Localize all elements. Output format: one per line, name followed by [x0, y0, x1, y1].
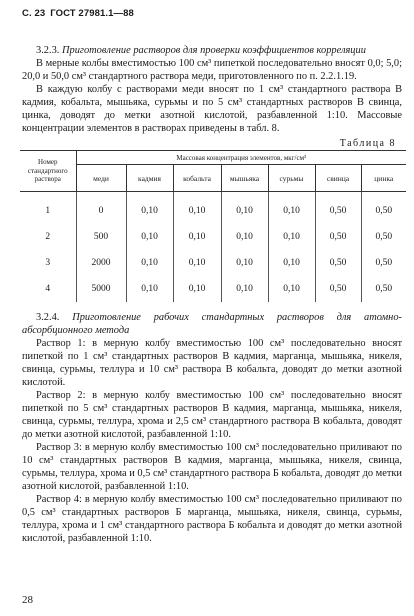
- column-header-element: свинца: [315, 165, 361, 192]
- table-cell: 4: [45, 284, 51, 294]
- column-header-standard-number: Номер стандартного раствора: [20, 151, 76, 192]
- table-cell: 0,50: [361, 276, 406, 302]
- table-cell: 0,10: [268, 224, 315, 250]
- page-number: 28: [22, 594, 33, 606]
- table-cell: 0,10: [126, 192, 173, 225]
- concentration-table: [20, 150, 406, 302]
- header-page-label: С. 23: [22, 8, 46, 19]
- section-title: Приготовление рабочих стандартных растворов для атомно-абсорбционного метода: [22, 312, 402, 336]
- table-cell: 0,10: [126, 224, 173, 250]
- column-header-element: сурьмы: [268, 165, 315, 192]
- column-header-element: меди: [76, 165, 126, 192]
- table-cell: 0,10: [173, 224, 221, 250]
- column-header-element: кадмия: [126, 165, 173, 192]
- column-header-element: мышьяка: [221, 165, 268, 192]
- table-cell: 1: [45, 206, 51, 216]
- table-cell: 5000: [76, 276, 126, 302]
- table-caption: Таблица 8: [339, 138, 396, 149]
- table-row: [20, 250, 406, 276]
- table-cell: 0,50: [315, 224, 361, 250]
- column-group-header-concentration: Массовая концентрация элементов, мкг/см³: [76, 151, 406, 165]
- section-3-2-3-heading: [22, 44, 402, 57]
- table-row: [20, 192, 406, 225]
- paragraph-solution-4: Раствор 4: в мерную колбу вместимостью 100 см³ последовательно приливают по 0,5 см³ стандартных растворов Б марганца, мышьяка, никеля, свинца, сурьмы, теллура, хрома и 1 см³ стандартного раствора Б кобальта и доводят до метки азотной кислотой, разбавленной 1:10.: [22, 494, 402, 544]
- table-cell: 0: [76, 192, 126, 225]
- paragraph-add-elements: В каждую колбу с растворами меди вносят по 1 см³ стандартного раствора В кадмия, кобальта, мышьяка, сурьмы и по 5 см³ стандартных растворов В свинца, цинка, доводят до метки азотной кислотой, разбавленной 1:10. Массовые концентрации элементов в растворах приведены в табл. 8.: [22, 84, 402, 134]
- section-title: Приготовление растворов для проверки коэффициентов корреляции: [62, 45, 366, 56]
- paragraph-solution-2: Раствор 2: в мерную колбу вместимостью 100 см³ последовательно вносят пипеткой по 5 см³ стандартных растворов В кадмия, марганца, мышьяка, никеля, свинца, сурьмы, теллура, хрома и 2,5 см³ стандартного раствора В кобальта, доводят до метки азотной кислотой, разбавленной 1:10.: [22, 390, 402, 440]
- table-cell: 0,50: [315, 192, 361, 225]
- section-number: 3.2.3.: [36, 45, 60, 56]
- table-cell: 0,10: [221, 192, 268, 225]
- table-cell: 0,50: [315, 250, 361, 276]
- table-cell: 0,50: [361, 192, 406, 225]
- paragraph-solution-3: Раствор 3: в мерную колбу вместимостью 100 см³ последовательно приливают по 10 см³ стандартных растворов В кадмия, марганца, мышьяка, никеля, свинца, сурьмы, теллура, хрома и 0,5 см³ стандартного раствора Б кобальта, доводят до метки азотной кислотой, разбавленной 1:10.: [22, 442, 402, 492]
- table-row: [20, 224, 406, 250]
- document-page: [22, 8, 402, 545]
- table-cell: 0,10: [268, 192, 315, 225]
- table-row: [20, 276, 406, 302]
- paragraph-pipette-copper: В мерные колбы вместимостью 100 см³ пипеткой последовательно вносят 0,0; 5,0; 20,0 и 50,0 см³ стандартного раствора меди, приготовленного по п. 2.2.1.19.: [22, 58, 402, 82]
- section-number: 3.2.4.: [36, 312, 60, 323]
- table-cell: 0,10: [268, 276, 315, 302]
- table-cell: 0,10: [221, 276, 268, 302]
- table-cell: 2000: [76, 250, 126, 276]
- page-header: [22, 8, 402, 19]
- paragraph-solution-1: Раствор 1: в мерную колбу вместимостью 100 см³ последовательно вносят пипеткой по 1 см³ стандартных растворов В кадмия, марганца, мышьяка, никеля, свинца, сурьмы, теллура и 10 см³ раствора В кобальта, доводят до метки азотной кислотой.: [22, 338, 402, 388]
- column-header-element: цинка: [361, 165, 406, 192]
- table-cell: 0,50: [361, 250, 406, 276]
- table-cell: 0,10: [221, 250, 268, 276]
- table-cell: 0,10: [173, 250, 221, 276]
- table-cell: 0,10: [126, 250, 173, 276]
- section-3-2-4-heading: [22, 311, 402, 337]
- table-cell: 3: [45, 258, 51, 268]
- column-header-element: кобальта: [173, 165, 221, 192]
- table-cell: 0,10: [268, 250, 315, 276]
- header-standard: ГОСТ 27981.1—88: [50, 8, 134, 19]
- table-cell: 0,10: [173, 192, 221, 225]
- table-cell: 500: [76, 224, 126, 250]
- table-cell: 0,50: [315, 276, 361, 302]
- table-cell: 0,10: [126, 276, 173, 302]
- table-cell: 0,10: [221, 224, 268, 250]
- table-cell: 2: [45, 232, 51, 242]
- table-cell: 0,50: [361, 224, 406, 250]
- table-cell: 0,10: [173, 276, 221, 302]
